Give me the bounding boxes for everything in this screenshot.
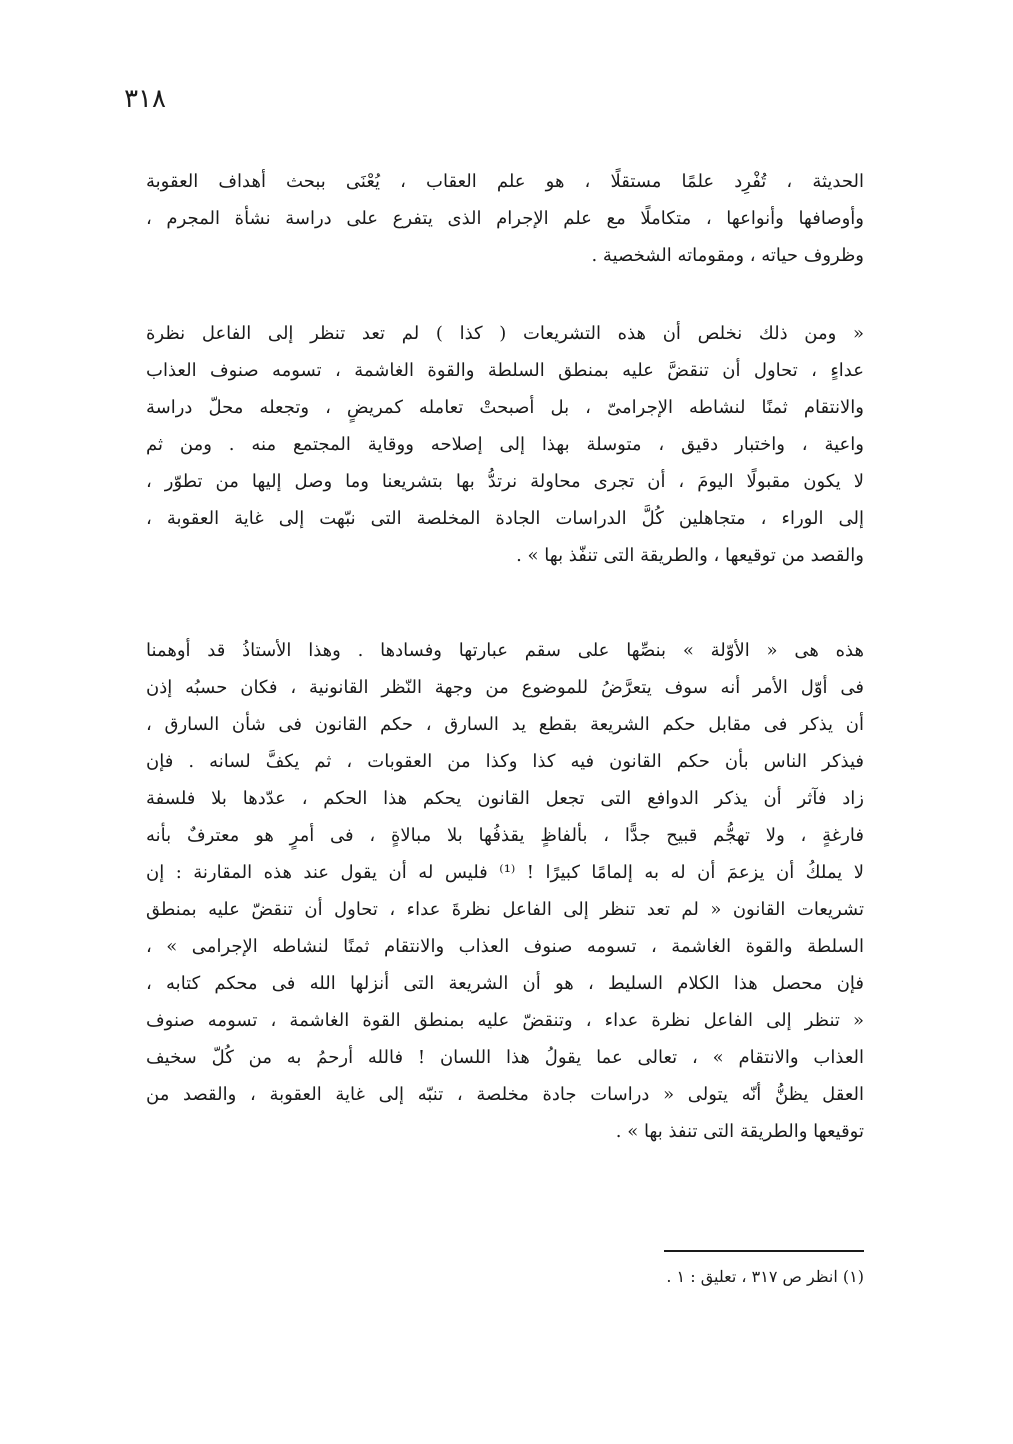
text-line: فارغةٍ ، ولا تهجُّم قبيح جدًّا ، بألفاظٍ يقذفُها بلا مبالاةٍ ، فى أمرٍ هو معترفٌ بأنه	[146, 825, 864, 846]
text-line: « ومن ذلك نخلص أن هذه التشريعات ( كذا ) لم تعد تنظر إلى الفاعل نظرة	[146, 323, 864, 344]
text-line: فيذكر الناس بأن حكم القانون فيه كذا وكذا من العقوبات ، ثم يكفَّ لسانه . فإن	[146, 751, 864, 772]
text-line: « تنظر إلى الفاعل نظرة عداء ، وتنقضّ عليه بمنطق القوة الغاشمة ، تسومه صنوف	[146, 1010, 864, 1031]
page-number: ٣١٨	[124, 84, 166, 114]
text-line: واعية ، واختبار دقيق ، متوسلة بهذا إلى إصلاحه ووقاية المجتمع منه . ومن ثم	[146, 434, 864, 455]
text-line: وظروف حياته ، ومقوماته الشخصية .	[591, 245, 864, 266]
text-line: توقيعها والطريقة التى تنفذ بها » .	[615, 1121, 864, 1142]
text-line: أن يذكر فى مقابل حكم الشريعة بقطع يد السارق ، حكم القانون فى شأن السارق ،	[146, 714, 864, 735]
text-line: لا يكون مقبولًا اليومَ ، أن تجرى محاولة نرتدُّ بها بتشريعنا وما وصل إليها من تطوّر ،	[146, 471, 864, 492]
text-line: والانتقام ثمنًا لنشاطه الإجرامىّ ، بل أصبحتْ تعامله كمريضٍ ، وتجعله محلّ دراسة	[146, 397, 864, 418]
text-line: هذه هى « الأوّلة » بنصِّها على سقم عبارتها وفسادها . وهذا الأستاذُ قد أوهمنا	[146, 640, 864, 661]
text-line: إلى الوراء ، متجاهلين كُلَّ الدراسات الجادة المخلصة التى نبّهت إلى غاية العقوبة ،	[146, 508, 864, 529]
text-line: لا يملكُ أن يزعمَ أن له به إلمامًا كبيرًا ! ⁽¹⁾ فليس له أن يقول عند هذه المقارنة : إن	[146, 862, 864, 883]
paragraph-2-quotation	[146, 315, 864, 574]
text-line: العقل يظنُّ أنّه يتولى « دراسات جادة مخلصة ، تنبّه إلى غاية العقوبة ، والقصد من	[146, 1084, 864, 1105]
text-line: فى أوّل الأمر أنه سوف يتعرَّضُ للموضوع من وجهة النّظر القانونية ، فكان حسبُه إذن	[146, 677, 864, 698]
text-line: زاد فآثر أن يذكر الدوافع التى تجعل القانون يحكم هذا الحكم ، عدّدها بلا فلسفة	[146, 788, 864, 809]
text-line: الحديثة ، تُفْرِد علمًا مستقلًا ، هو علم العقاب ، يُعْنَى ببحث أهداف العقوبة	[146, 171, 864, 192]
paragraph-1	[146, 163, 864, 274]
text-line: تشريعات القانون « لم تعد تنظر إلى الفاعل نظرةَ عداء ، تحاول أن تنقضّ عليه بمنطق	[146, 899, 864, 920]
text-line: عداءٍ ، تحاول أن تنقضَّ عليه بمنطق السلطة والقوة الغاشمة ، تسومه صنوف العذاب	[146, 360, 864, 381]
text-line: والقصد من توقيعها ، والطريقة التى تنفّذ بها » .	[516, 545, 864, 566]
footnote-divider	[664, 1250, 864, 1252]
text-line: السلطة والقوة الغاشمة ، تسومه صنوف العذاب والانتقام ثمنًا لنشاطه الإجرامى » ،	[146, 936, 864, 957]
text-line: فإن محصل هذا الكلام السليط ، هو أن الشريعة التى أنزلها الله فى محكم كتابه ،	[146, 973, 864, 994]
text-line: العذاب والانتقام » ، تعالى عما يقولُ هذا اللسان ! فالله أرحمُ به من كُلّ سخيف	[146, 1047, 864, 1068]
paragraph-3	[146, 632, 864, 1150]
text-line: وأوصافها وأنواعها ، متكاملًا مع علم الإجرام الذى يتفرع على دراسة نشأة المجرم ،	[146, 208, 864, 229]
footnote: (١) انظر ص ٣١٧ ، تعليق : ١ .	[666, 1267, 864, 1286]
